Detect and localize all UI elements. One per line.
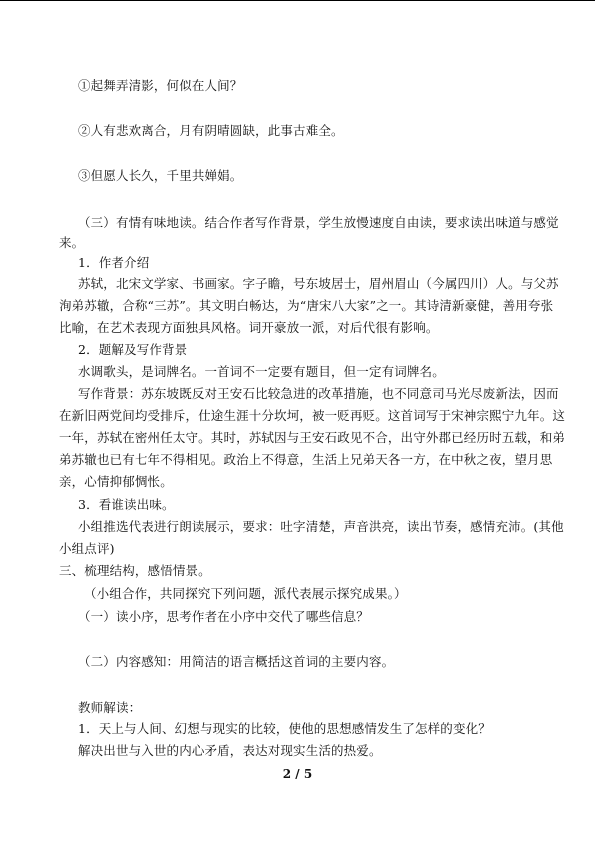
subheading-background: 2．题解及写作背景 [78,342,188,357]
background-tune-name: 水调歌头，是词牌名。一首词不一定要有题目，但一定有词牌名。 [78,364,445,379]
page-top-border [0,0,595,1]
background-line-1: 写作背景：苏东坡既反对王安石比较急进的改革措施，也不同意司马光尽废新法，因而 [78,386,559,401]
page-number: 2 / 5 [282,767,313,781]
section-three-reading-heading: （三）有情有味地读。结合作者写作背景，学生放慢速度自由读，要求读出味道与感觉 [78,215,559,230]
subheading-reading-contest: 3．看谁读出味。 [78,497,175,512]
quote-line-2: ②人有悲欢离合，月有阴晴圆缺，此事古难全。 [78,123,344,138]
author-intro-line-2: 洵弟苏辙，合称“三苏”。其文明白畅达，为“唐宋八大家”之一。其诗清新豪健，善用夸张 [59,298,554,313]
quote-line-1: ①起舞弄清影，何似在人间？ [78,78,243,93]
background-line-3: 一年，苏轼在密州任太守。其时，苏轼因与王安石政见不合，出守外郡已经历时五载，和弟 [59,430,566,445]
interpretation-answer-1: 解决出世与入世的内心矛盾，表达对现实生活的热爱。 [78,743,382,758]
paragraph-continuation: 来。 [59,235,85,250]
background-line-5: 亲，心情抑郁惆怅。 [59,474,173,489]
section-heading-structure: 三、梳理结构，感悟情景。 [59,563,211,578]
reading-contest-line-1: 小组推选代表进行朗读展示，要求：吐字清楚，声音洪亮，读出节奏，感情充沛。(其他 [78,519,564,534]
subheading-author-intro: 1．作者介绍 [78,255,150,270]
question-content-summary: （二）内容感知：用简洁的语言概括这首词的主要内容。 [78,654,395,669]
group-task-instruction: （小组合作，共同探究下列问题，派代表展示探究成果。） [84,586,407,601]
quote-line-3: ③但愿人长久，千里共婵娟。 [78,168,243,183]
question-preface: （一）读小序，思考作者在小序中交代了哪些信息？ [78,609,369,624]
background-line-2: 在新旧两党间均受排斥，仕途生涯十分坎坷，被一贬再贬。这首词写于宋神宗熙宁九年。这 [59,408,566,423]
reading-contest-line-2: 小组点评) [59,541,115,556]
interpretation-question-1: 1．天上与人间、幻想与现实的比较，使他的思想感情发生了怎样的变化？ [78,721,491,736]
author-intro-line-1: 苏轼，北宋文学家、书画家。字子瞻，号东坡居士，眉州眉山（今属四川）人。与父苏 [78,276,559,291]
teacher-interpretation-heading: 教师解读： [78,700,142,715]
author-intro-line-3: 比喻，在艺术表现方面独具风格。词开豪放一派，对后代很有影响。 [59,320,439,335]
background-line-4: 弟苏辙也已有七年不得相见。政治上不得意，生活上兄弟天各一方，在中秋之夜，望月思 [59,452,553,467]
